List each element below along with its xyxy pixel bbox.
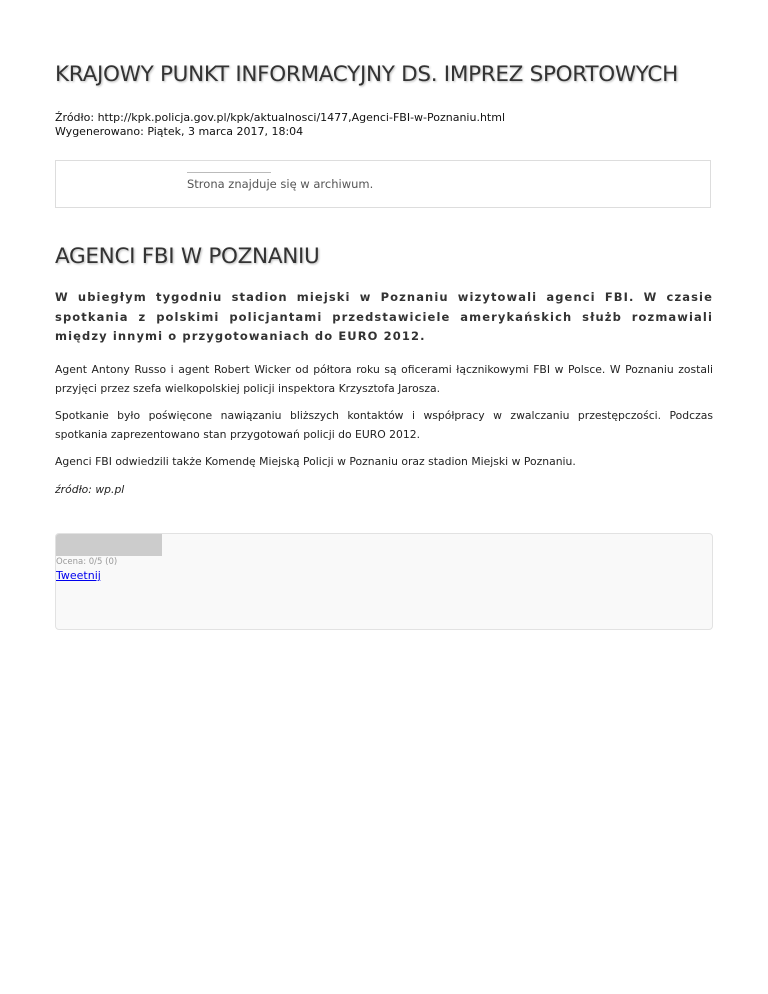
article-footer-box — [55, 533, 713, 630]
tweet-link[interactable]: Tweetnij — [56, 569, 101, 582]
article-paragraph-3: Agenci FBI odwiedzili także Komendę Miejską Policji w Poznaniu oraz stadion Miejski w Poznaniu. — [55, 455, 576, 468]
archive-notice-box — [55, 160, 711, 208]
rating-stars-bar[interactable] — [56, 534, 162, 556]
article-paragraph-1: Agent Antony Russo i agent Robert Wicker od półtora roku są oficerami łącznikowymi FBI w Polsce. W Poznaniu zostali przyjęci przez szefa wielkopolskiej policji inspektora Krzysztofa Jarosza. — [55, 363, 713, 395]
archive-notice-text: Strona znajduje się w archiwum. — [187, 177, 374, 191]
article-title: AGENCI FBI W POZNANIU — [55, 244, 320, 269]
site-title: KRAJOWY PUNKT INFORMACYJNY DS. IMPREZ SPORTOWYCH — [55, 62, 679, 87]
archive-divider — [187, 172, 271, 173]
generated-date-line: Wygenerowano: Piątek, 3 marca 2017, 18:04 — [55, 125, 304, 138]
rating-text: Ocena: 0/5 (0) — [56, 557, 118, 567]
source-url-line: Źródło: http://kpk.policja.gov.pl/kpk/aktualnosci/1477,Agenci-FBI-w-Poznaniu.html — [55, 111, 506, 124]
article-lead: W ubiegłym tygodniu stadion miejski w Poznaniu wizytowali agenci FBI. W czasie spotkania z polskimi policjantami przedstawiciele amerykańskich służb rozmawiali między innymi o przygotowaniach do EURO 2012. — [55, 290, 713, 343]
document-meta — [55, 111, 505, 139]
article-source-note: źródło: wp.pl — [55, 483, 125, 496]
article-paragraph-2: Spotkanie było poświęcone nawiązaniu bliższych kontaktów i współpracy w zwalczaniu przestępczości. Podczas spotkania zaprezentowano stan przygotowań policji do EURO 2012. — [55, 409, 713, 441]
